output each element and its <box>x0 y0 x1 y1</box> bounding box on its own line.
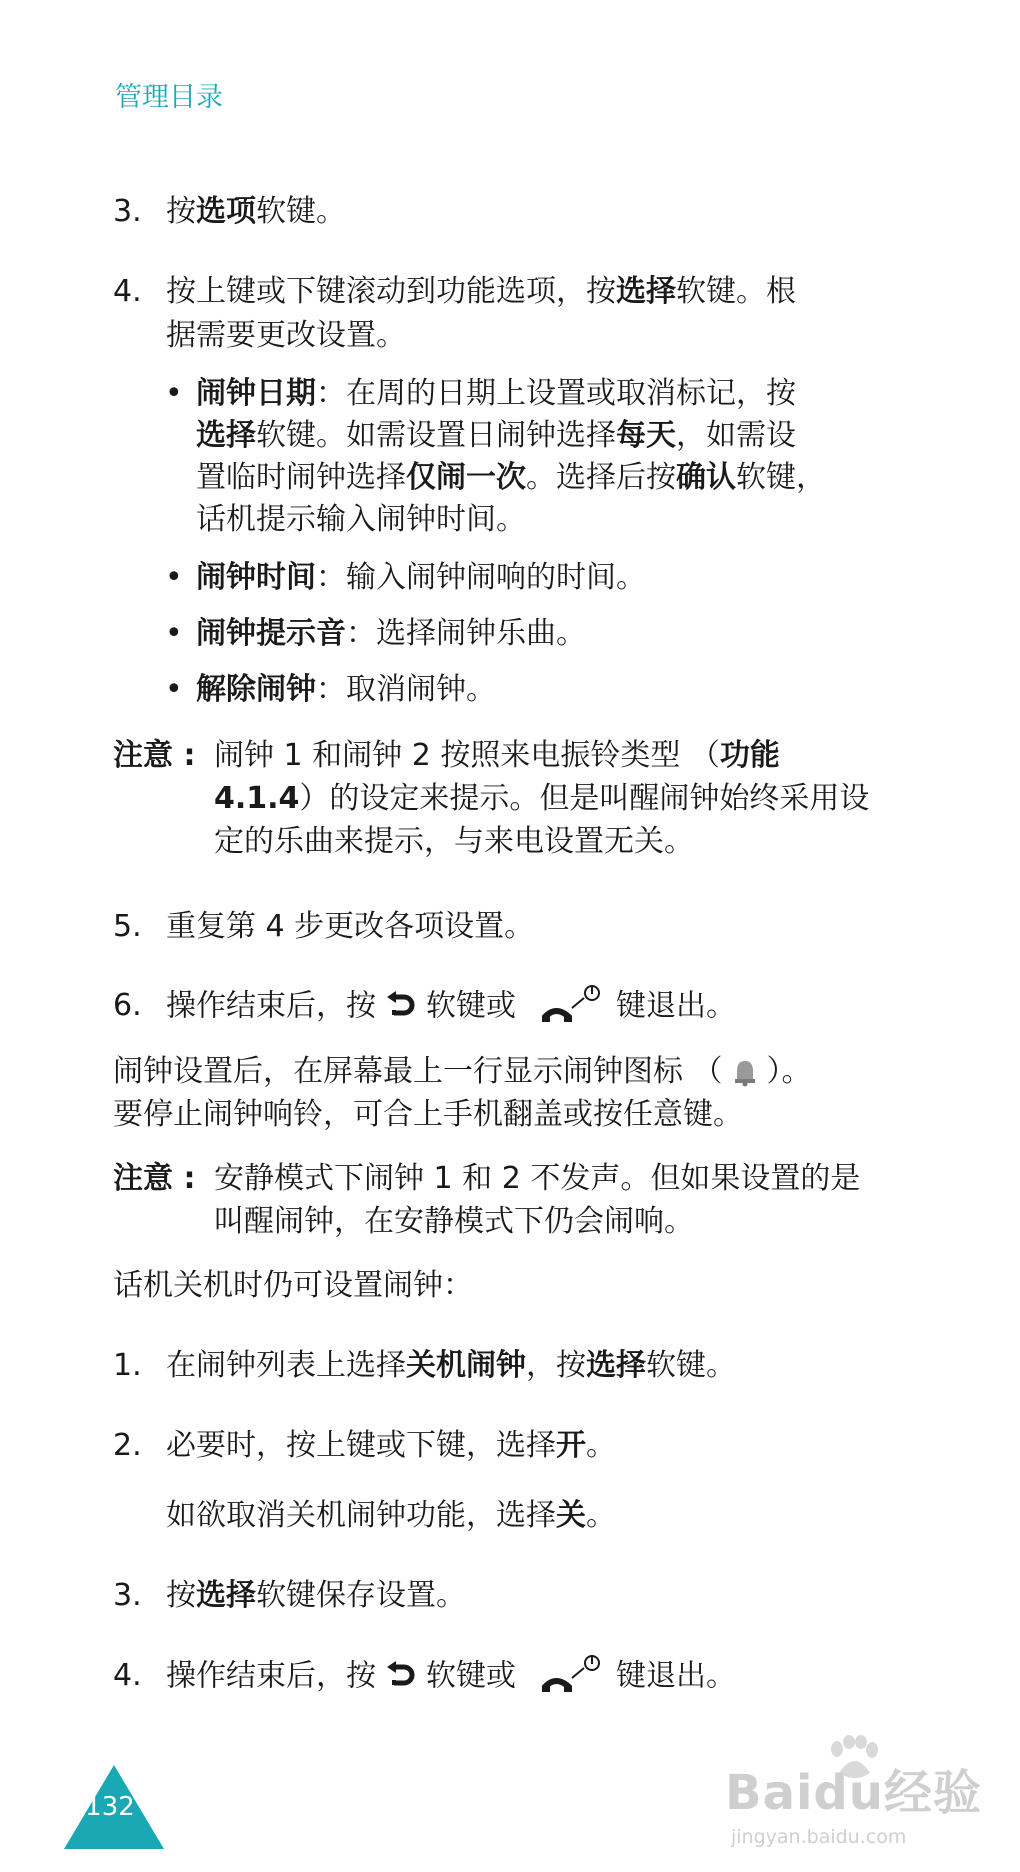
bold-term: 每天 <box>616 418 676 453</box>
step-text <box>166 1654 926 1700</box>
bold-term: 关机闹钟 <box>406 1348 526 1383</box>
text-run: 。 <box>586 1428 616 1463</box>
text-run: ）的设定来提示。但是叫醒闹钟始终采用设 <box>299 781 870 816</box>
step-number: 1. <box>113 1348 142 1383</box>
note-text <box>214 734 934 778</box>
watermark-brand: Baidu经验 <box>725 1765 982 1821</box>
text-run: 闹钟 1 和闹钟 2 按照来电振铃类型 （ <box>214 738 720 773</box>
end-call-key-icon <box>538 984 602 1024</box>
step-text <box>166 1424 926 1468</box>
page-number: 132 <box>85 1792 135 1822</box>
bold-term: 选择 <box>196 418 256 453</box>
text-run: 软键。如需设置日闹钟选择 <box>256 418 616 453</box>
bullet-dot: • <box>165 672 183 707</box>
step-number: 3. <box>113 194 142 229</box>
step-number: 5. <box>113 909 142 944</box>
bullet-text <box>196 612 926 656</box>
bold-term: 关 <box>556 1498 586 1533</box>
step-number: 4. <box>113 1658 142 1693</box>
text-run: ）。 <box>766 1054 812 1089</box>
bold-term: 选项 <box>196 194 256 229</box>
text-run: 操作结束后，按 <box>166 1658 376 1694</box>
step-number: 4. <box>113 274 142 309</box>
step-text: 据需要更改设置。 <box>166 318 406 353</box>
step-text: 重复第 4 步更改各项设置。 <box>166 909 535 944</box>
bullet-text <box>196 414 926 458</box>
step-text <box>166 270 926 314</box>
bullet-dot: • <box>165 616 183 651</box>
alarm-status-icon <box>731 1056 759 1086</box>
paragraph <box>113 1050 933 1094</box>
bold-term: 功能 <box>719 738 780 773</box>
bold-term: 确认 <box>676 460 736 495</box>
text-run: 操作结束后，按 <box>166 988 376 1024</box>
step-subtext <box>166 1494 926 1538</box>
bullet-dot: • <box>165 376 183 411</box>
bold-term: 选择 <box>196 1578 256 1613</box>
text-run: 。选择后按 <box>526 460 676 495</box>
note-text <box>214 777 934 821</box>
step-number: 2. <box>113 1428 142 1463</box>
step-number: 6. <box>113 988 142 1023</box>
paragraph: 要停止闹钟响铃，可合上手机翻盖或按任意键。 <box>113 1097 743 1132</box>
text-run: ：在周的日期上设置或取消标记，按 <box>316 376 796 411</box>
text-run: 软键。 <box>646 1348 736 1383</box>
text-run: 按 <box>166 1578 196 1613</box>
bold-term: 闹钟日期 <box>196 376 316 411</box>
text-run: 置临时闹钟选择 <box>196 460 406 495</box>
bold-term: 解除闹钟 <box>196 672 316 707</box>
text-run: 如欲取消关机闹钟功能，选择 <box>166 1498 556 1533</box>
text-run: 软键。根 <box>676 274 796 309</box>
step-text <box>166 984 926 1030</box>
text-run: 键退出。 <box>616 1658 736 1694</box>
back-softkey-icon <box>384 1660 416 1690</box>
note-label: 注意 : <box>113 1161 196 1196</box>
bold-term: 闹钟提示音 <box>196 616 346 651</box>
text-run: ：选择闹钟乐曲。 <box>346 616 586 651</box>
step-text <box>166 1574 926 1618</box>
bullet-text: 话机提示输入闹钟时间。 <box>196 502 526 537</box>
text-run: ：取消闹钟。 <box>316 672 496 707</box>
text-run: 软键或 <box>426 1658 516 1694</box>
bullet-text <box>196 668 926 712</box>
bold-term: 选择 <box>616 274 676 309</box>
text-run: 软键， <box>736 460 826 495</box>
bold-term: 闹钟时间 <box>196 560 316 595</box>
bullet-text <box>196 456 926 500</box>
note-label: 注意 : <box>113 738 196 773</box>
text-run: ：输入闹钟闹响的时间。 <box>316 560 646 595</box>
note-text: 安静模式下闹钟 1 和 2 不发声。但如果设置的是 <box>214 1161 861 1196</box>
note-text: 叫醒闹钟，在安静模式下仍会闹响。 <box>214 1204 694 1239</box>
text-run: ，按 <box>526 1348 586 1383</box>
step-text <box>166 190 926 234</box>
text-run: 闹钟设置后，在屏幕最上一行显示闹钟图标 （ <box>113 1054 723 1089</box>
text-run: 软键保存设置。 <box>256 1578 466 1613</box>
text-run: 按上键或下键滚动到功能选项，按 <box>166 274 616 309</box>
text-run: 在闹钟列表上选择 <box>166 1348 406 1383</box>
bold-term: 选择 <box>586 1348 646 1383</box>
text-run: ，如需设 <box>676 418 796 453</box>
bold-term: 开 <box>556 1428 586 1463</box>
text-run: 键退出。 <box>616 988 736 1024</box>
section-title: 管理目录 <box>115 82 223 113</box>
baidu-watermark <box>725 1735 995 1855</box>
text-run: 必要时，按上键或下键，选择 <box>166 1428 556 1463</box>
text-run: 软键。 <box>256 194 346 229</box>
watermark-url: jingyan.baidu.com <box>731 1826 907 1848</box>
bullet-text <box>196 556 926 600</box>
bold-term: 仅闹一次 <box>406 460 526 495</box>
bold-term: 4.1.4 <box>214 781 300 816</box>
text-run: 。 <box>586 1498 616 1533</box>
step-number: 3. <box>113 1578 142 1613</box>
note-text: 定的乐曲来提示，与来电设置无关。 <box>214 824 694 859</box>
bullet-dot: • <box>165 560 183 595</box>
step-text <box>166 1344 926 1388</box>
paragraph: 话机关机时仍可设置闹钟： <box>113 1268 473 1303</box>
back-softkey-icon <box>384 990 416 1020</box>
text-run: 软键或 <box>426 988 516 1024</box>
text-run: 按 <box>166 194 196 229</box>
end-call-key-icon <box>538 1654 602 1694</box>
bullet-text <box>196 372 926 416</box>
